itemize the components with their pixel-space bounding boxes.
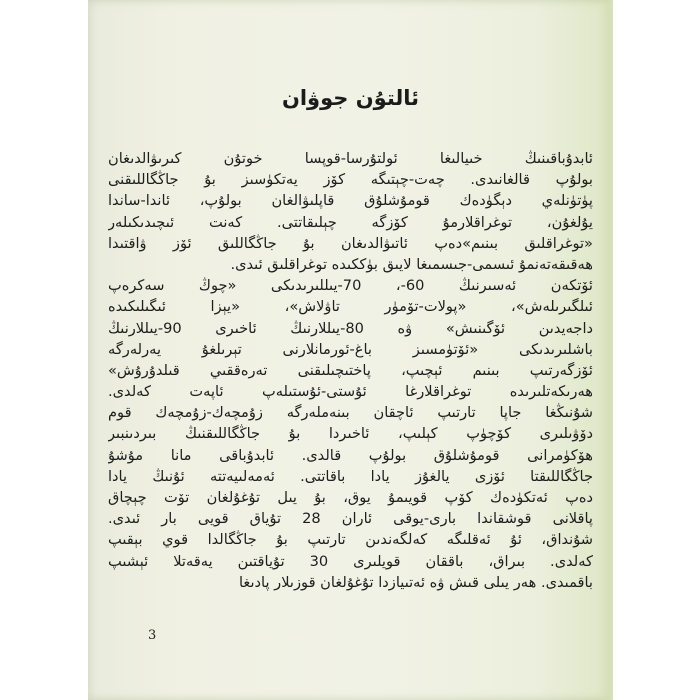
book-page: [88, 0, 613, 700]
text-line: باشلىرىدىكى «ئۆتۈمسىز باغ-ئورمانلارنى تېرىلغۇ يەرلەرگە: [108, 340, 593, 358]
text-line: پاقلانى قوشقاندا بارى-يوقى ئاران 28 تۇياق قويى بار ئىدى.: [108, 510, 593, 528]
text-line: ئۆزگەرتىپ بىنىم ئېچىپ، پاختىچىلىقنى تەرەققىي قىلدۇرۇش»: [108, 361, 593, 379]
text-line: دەپ ئەتكۈدەك كۆپ قويىمۇ يوق، بۇ يىل تۇغۇلغان تۆت چېچاق: [108, 489, 593, 506]
text-line: يۇلغۇن، توغراقلارمۇ كۆزگە چېلىقاتتى. كەنت ئىچىدىكىلەر: [108, 213, 593, 231]
text-line: كەلدى. بىراق، باققان قويلىرى 30 تۇياقتىن يەقەتلا ئېشىپ: [108, 552, 593, 570]
text-line: «توغراقلىق بىنىم»دەپ ئاتىۋالدىغان بۇ جاڭگاللىق ئۆز ۋاقتىدا: [108, 234, 593, 252]
text-line: دۆۋىلىرى كۆچۈپ كېلىپ، ئاخىردا بۇ جاڭگاللىقنىڭ بىردىنبىر: [108, 425, 593, 443]
text-line: شۇنىڭغا جاپا تارتىپ ئاچقان بىنەملەرگە زۇمچەك-زۇمچەك قوم: [108, 404, 593, 422]
text-line: ئۆتكەن ئەسىرنىڭ 60-، 70-يىللىرىدىكى «چوڭ سەكرەپ: [108, 277, 593, 295]
text-line: باقمىدى. ھەر يىلى قىش ۋە ئەتىيازدا تۇغۇلغان قوزىلار پادىغا: [238, 573, 593, 591]
text-line: ھەقىقەتەنمۇ ئىسمى-جىسمىغا لايىق بۈككىدە توغراقلىق ئىدى.: [230, 255, 593, 273]
text-line: ئابدۇباقىنىڭ خىيالىغا ئولتۇرسا-قوپسا خوتۇن كىرىۋالدىغان: [108, 150, 593, 167]
text-line: شۇنداق، ئۇ ئەقلىگە كەلگەندىن تارتىپ بۇ جاڭگالدا قوي بېقىپ: [108, 531, 593, 549]
text-line: ھۆكۈمرانى قومۇشلۇق بولۇپ قالدى. ئابدۇباقى مانا مۇشۇ: [108, 446, 593, 464]
text-line: پۈتۈنلەي دېگۈدەك قومۇشلۇق قاپلىۋالغان بولۇپ، ئاندا-ساندا: [108, 192, 593, 210]
body-paragraph: [108, 148, 593, 593]
text-line: داجەيدىن ئۆگىنىش» ۋە 80-يىللارنىڭ ئاخىرى 90-يىللارنىڭ: [108, 319, 593, 337]
page-number: 3: [148, 628, 157, 643]
text-line: جاڭگاللىقتا ئۆزى يالغۇز يادا باقاتتى. ئەمەلىيەتتە ئۇنىڭ يادا: [108, 467, 593, 485]
text-line: ھەرىكەتلىرىدە توغراقلارغا ئۇستى-ئۇستىلەپ ئاپەت كەلدى.: [108, 383, 593, 401]
text-line: بولۇپ قالغانىدى. چەت-چېتىگە كۆز يەتكۈسىز بۇ جاڭگاللىقنى: [108, 171, 593, 189]
text-line: ئىلگىرىلەش»، «پولات-تۆمۈر تاۋلاش»، «يېزا ئىگىلىكىدە: [108, 298, 593, 316]
chapter-title: ئالتۇن جوۋان: [281, 86, 420, 110]
